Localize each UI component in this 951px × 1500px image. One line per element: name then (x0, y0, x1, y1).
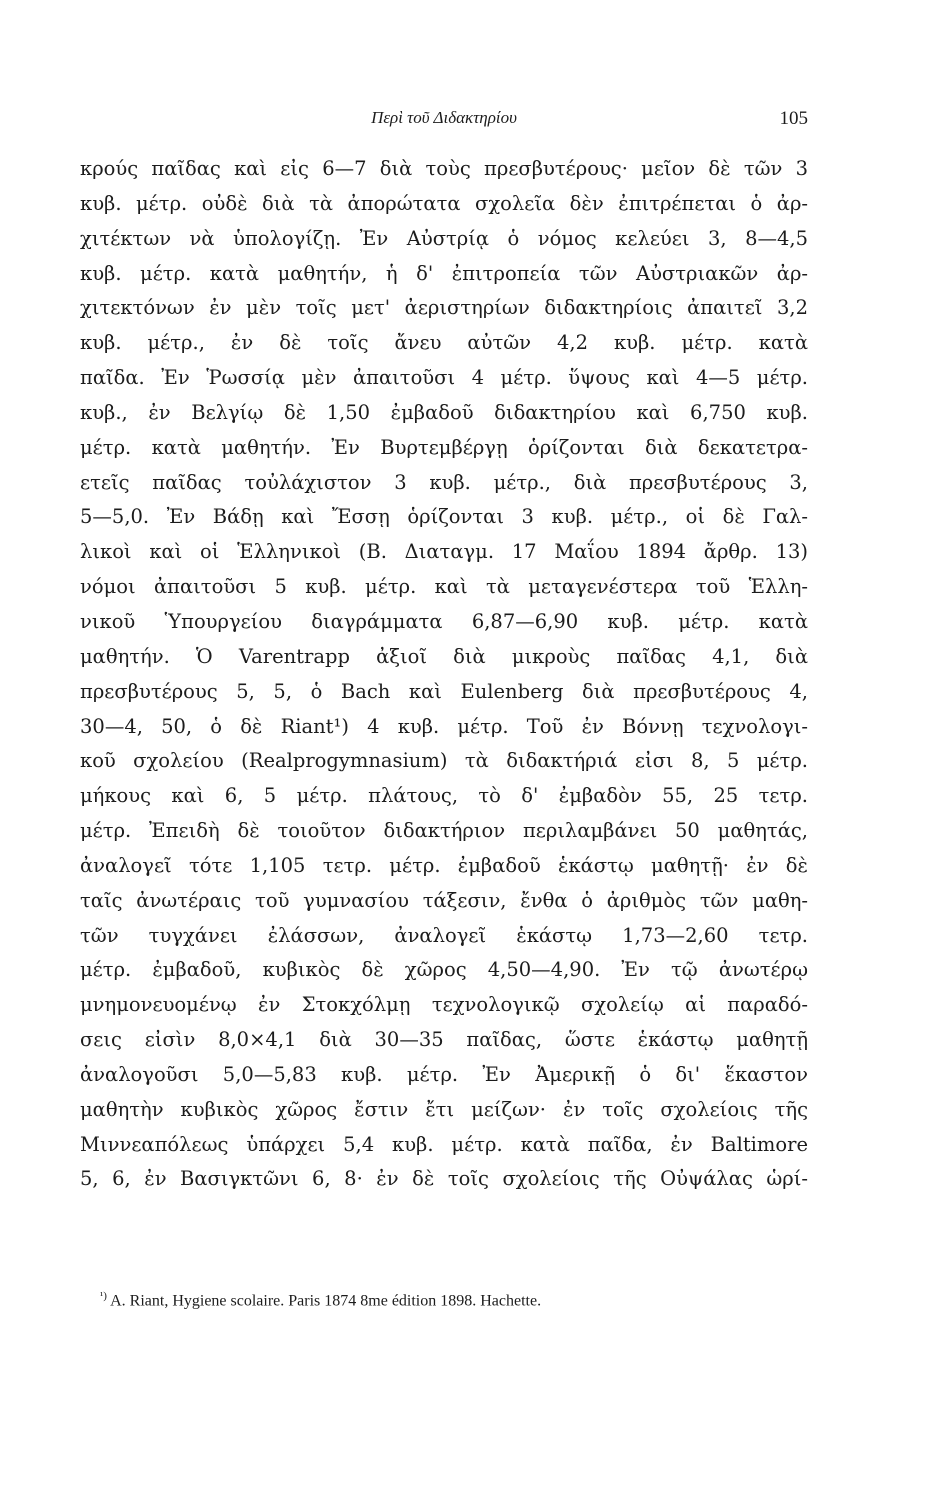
text-line: μέτρ. ἐμβαδοῦ, κυβικὸς δὲ χῶρος 4,50—4,90. Ἐν τῷ ἀνωτέρῳ (80, 958, 808, 982)
text-line: μαθητήν. Ὁ Varentrapp ἀξιοῖ διὰ μικροὺς παῖδας 4,1, διὰ (80, 644, 808, 668)
footnote-marker: ¹) (100, 1290, 107, 1302)
text-line: κυβ., ἐν Βελγίῳ δὲ 1,50 ἐμβαδοῦ διδακτηρίου καὶ 6,750 κυβ. (80, 400, 808, 424)
text-line: μήκους καὶ 6, 5 μέτρ. πλάτους, τὸ δ' ἐμβαδὸν 55, 25 τετρ. (80, 784, 808, 808)
text-line: κρούς παῖδας καὶ εἰς 6—7 διὰ τοὺς πρεσβυτέρους· μεῖον δὲ τῶν 3 (80, 157, 808, 180)
text-line: σεις εἰσὶν 8,0×4,1 διὰ 30—35 παῖδας, ὥστε ἑκάστῳ μαθητῇ (80, 1028, 808, 1052)
text-line: λικοὶ καὶ οἱ Ἑλληνικοὶ (Β. Διαταγμ. 17 Μαΐου 1894 ἄρθρ. 13) (80, 540, 808, 564)
text-line: κυβ. μέτρ. οὐδὲ διὰ τὰ ἀπορώτατα σχολεῖα δὲν ἐπιτρέπεται ὁ ἀρ- (80, 191, 808, 215)
text-line: νικοῦ Ὑπουργείου διαγράμματα 6,87—6,90 κυβ. μέτρ. κατὰ (80, 609, 808, 633)
text-line: μνημονευομένῳ ἐν Στοκχόλμῃ τεχνολογικῷ σχολείῳ αἱ παραδό- (80, 993, 808, 1017)
text-line: χιτεκτόνων ἐν μὲν τοῖς μετ' ἀεριστηρίων διδακτηρίοις ἀπαιτεῖ 3,2 (80, 296, 808, 320)
running-title: Περὶ τοῦ Διδακτηρίου (371, 108, 517, 127)
body-text (80, 152, 808, 1197)
text-line: μαθητὴν κυβικὸς χῶρος ἔστιν ἔτι μείζων· ἐν τοῖς σχολείοις τῆς (80, 1097, 808, 1121)
text-line: μέτρ. Ἐπειδὴ δὲ τοιοῦτον διδακτήριον περιλαμβάνει 50 μαθητάς, (80, 819, 808, 843)
text-line: νόμοι ἀπαιτοῦσι 5 κυβ. μέτρ. καὶ τὰ μεταγενέστερα τοῦ Ἑλλη- (80, 575, 808, 599)
text-line: 5—5,0. Ἐν Βάδῃ καὶ Ἔσσῃ ὁρίζονται 3 κυβ. μέτρ., οἱ δὲ Γαλ- (80, 505, 808, 529)
text-line: ἀναλογεῖ τότε 1,105 τετρ. μέτρ. ἐμβαδοῦ ἑκάστῳ μαθητῇ· ἐν δὲ (80, 853, 808, 877)
text-line: χιτέκτων νὰ ὑπολογίζῃ. Ἐν Αὐστρίᾳ ὁ νόμος κελεύει 3, 8—4,5 (80, 226, 808, 250)
text-line: Μιννεαπόλεως ὑπάρχει 5,4 κυβ. μέτρ. κατὰ παῖδα, ἐν Baltimore (80, 1132, 808, 1156)
text-line: ετεῖς παῖδας τοὐλάχιστον 3 κυβ. μέτρ., διὰ πρεσβυτέρους 3, (80, 470, 808, 494)
text-line: κυβ. μέτρ., ἐν δὲ τοῖς ἄνευ αὐτῶν 4,2 κυβ. μέτρ. κατὰ (80, 331, 808, 355)
text-line: κυβ. μέτρ. κατὰ μαθητήν, ἡ δ' ἐπιτροπεία τῶν Αὐστριακῶν ἀρ- (80, 261, 808, 285)
text-line: 5, 6, ἐν Βασιγκτῶνι 6, 8· ἐν δὲ τοῖς σχολείοις τῆς Οὐψάλας ὡρί- (80, 1167, 808, 1191)
text-line: κοῦ σχολείου (Realprogymnasium) τὰ διδακτήριά εἰσι 8, 5 μέτρ. (80, 749, 808, 773)
text-line: ἀναλογοῦσι 5,0—5,83 κυβ. μέτρ. Ἐν Ἀμερικῇ ὁ δι' ἕκαστον (80, 1062, 808, 1086)
footnote (100, 1290, 800, 1310)
page-number: 105 (779, 108, 808, 129)
text-line: παῖδα. Ἐν Ῥωσσίᾳ μὲν ἀπαιτοῦσι 4 μέτρ. ὕψους καὶ 4—5 μέτρ. (80, 366, 808, 390)
text-line: μέτρ. κατὰ μαθητήν. Ἐν Βυρτεμβέργῃ ὁρίζονται διὰ δεκατετρα- (80, 435, 808, 459)
text-line: τῶν τυγχάνει ἐλάσσων, ἀναλογεῖ ἑκάστῳ 1,73—2,60 τετρ. (80, 923, 808, 947)
text-line: 30—4, 50, ὁ δὲ Riant¹) 4 κυβ. μέτρ. Τοῦ ἐν Βόννῃ τεχνολογι- (80, 714, 808, 738)
running-head (80, 108, 808, 138)
text-line: ταῖς ἀνωτέραις τοῦ γυμνασίου τάξεσιν, ἔνθα ὁ ἀριθμὸς τῶν μαθη- (80, 888, 808, 912)
text-line: πρεσβυτέρους 5, 5, ὁ Bach καὶ Eulenberg διὰ πρεσβυτέρους 4, (80, 679, 808, 703)
footnote-text: A. Riant, Hygiene scolaire. Paris 1874 8me édition 1898. Hachette. (110, 1292, 542, 1310)
